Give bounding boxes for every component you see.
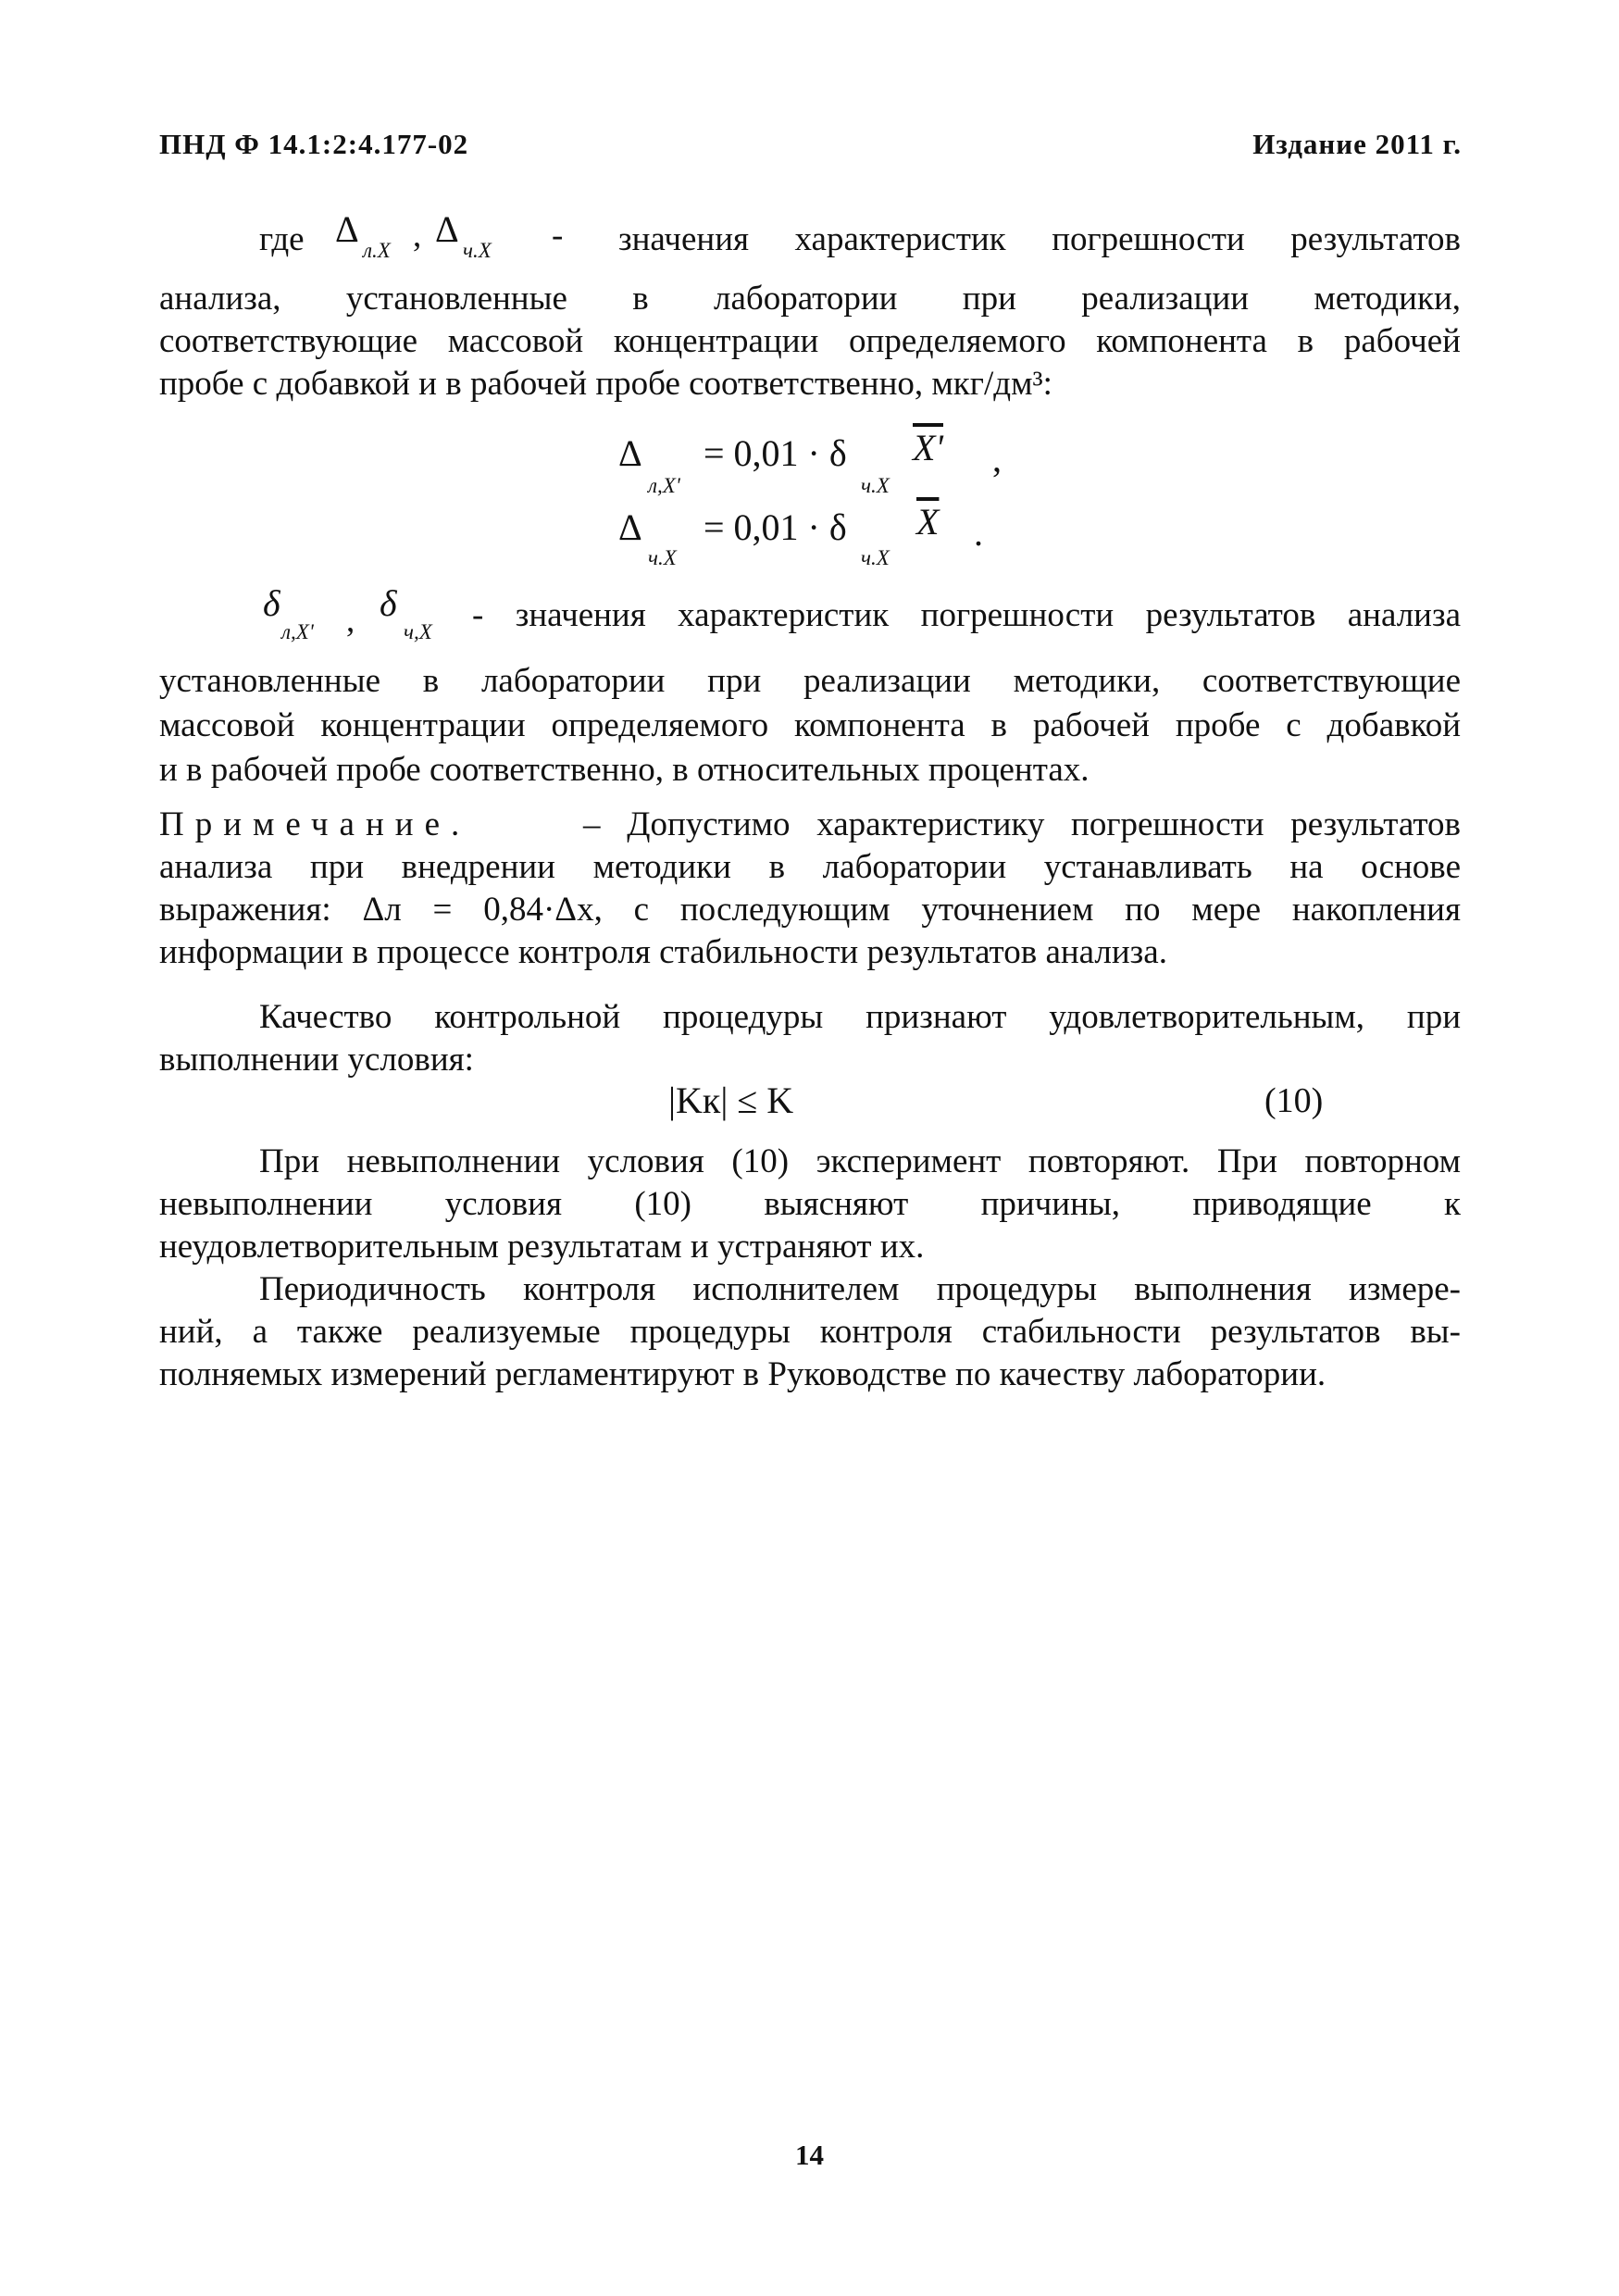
text-line: неудовлетворительным результатам и устраняют их. <box>159 1228 925 1266</box>
delta-lower-subscript-2: ч,X <box>404 620 432 643</box>
delta-subscript-ch: ч.X <box>463 239 492 262</box>
formula-1-rhs-subscript: ч.X <box>861 474 890 497</box>
edition-label: Издание 2011 г. <box>1252 128 1462 160</box>
formula-1-lhs: Δ <box>618 432 642 474</box>
formula-1-tail: , <box>992 438 1002 480</box>
text-line: информации в процессе контроля стабильности результатов анализа. <box>159 933 1167 971</box>
text-line: выражения: Δл = 0,84·Δх, с последующим уточнением по мере накопления <box>159 891 1461 929</box>
delta-symbol-2: Δ <box>435 208 459 250</box>
text-line: установленные в лаборатории при реализации методики, соответствующие <box>159 662 1461 700</box>
where-lead-text: значения характеристик погрешности результатов <box>618 220 1461 258</box>
delta-lower-comma: , <box>346 602 355 640</box>
delta-paragraph <box>159 659 1461 792</box>
page-number: 14 <box>795 2139 824 2171</box>
delta-lower-subscript-1: л,X' <box>281 620 314 643</box>
text-line: выполнении условия: <box>159 1041 474 1079</box>
text-line: соответствующие массовой концентрации определяемого компонента в рабочей <box>159 322 1461 360</box>
text-line: анализа при внедрении методики в лаборатории устанавливать на основе <box>159 848 1461 886</box>
quality-paragraph <box>159 996 1461 1081</box>
repeat-paragraph <box>159 1141 1461 1268</box>
formula-2-tail: . <box>974 512 983 554</box>
delta-comma: , <box>413 217 422 255</box>
formula-1 <box>618 431 642 475</box>
text-line: Периодичность контроля исполнителем процедуры выполнения измере- <box>259 1270 1461 1308</box>
text-line: При невыполнении условия (10) эксперимент повторяют. При повторном <box>259 1142 1461 1180</box>
periodicity-paragraph <box>159 1268 1461 1396</box>
quality-condition-formula: |Kк| ≤ K <box>668 1079 794 1121</box>
note-label: Примечание. <box>159 805 471 843</box>
text-line: ний, а также реализуемые процедуры контроля стабильности результатов вы- <box>159 1313 1461 1351</box>
text-line: и в рабочей пробе соответственно, в относительных процентах. <box>159 751 1090 789</box>
formula-1-rhs: = 0,01 · δ <box>704 432 847 474</box>
delta-lower-symbol-1: δ <box>263 582 280 624</box>
text-line: Качество контрольной процедуры признают удовлетворительным, при <box>259 998 1461 1036</box>
delta-lower-symbol-2: δ <box>380 582 397 624</box>
delta-lead-text: - значения характеристик погрешности результатов анализа <box>472 596 1461 634</box>
delta-subscript-lab: л.X <box>363 239 391 262</box>
formula-2-rhs-subscript: ч.X <box>861 546 890 569</box>
equation-number: (10) <box>1264 1081 1324 1120</box>
text-line: полняемых измерений регламентируют в Руководстве по качеству лаборатории. <box>159 1355 1326 1393</box>
formula-2-lhs-subscript: ч.X <box>648 546 677 569</box>
text-line: анализа, установленные в лаборатории при реализации методики, <box>159 280 1461 318</box>
doc-code: ПНД Ф 14.1:2:4.177-02 <box>159 128 469 160</box>
text-line: пробе с добавкой и в рабочей пробе соответственно, мкг/дм³: <box>159 365 1052 403</box>
text-line: массовой концентрации определяемого компонента в рабочей пробе с добавкой <box>159 706 1461 744</box>
note-first-line: – Допустимо характеристику погрешности результатов <box>583 805 1461 843</box>
formula-2-variable: $\overline{X}$ <box>916 501 940 543</box>
where-dash: - <box>552 217 564 255</box>
where-intro: где <box>259 220 305 258</box>
formula-2-rhs: = 0,01 · δ <box>704 506 847 548</box>
formula-1-lhs-subscript: л,X' <box>648 474 680 497</box>
delta-symbol-1: Δ <box>335 208 359 250</box>
formula-1-variable: X' <box>913 427 943 468</box>
text-line: невыполнении условия (10) выясняют причины, приводящие к <box>159 1185 1461 1223</box>
where-paragraph <box>159 278 1461 406</box>
formula-2-lhs: Δ <box>618 506 642 548</box>
note-paragraph <box>159 846 1461 974</box>
